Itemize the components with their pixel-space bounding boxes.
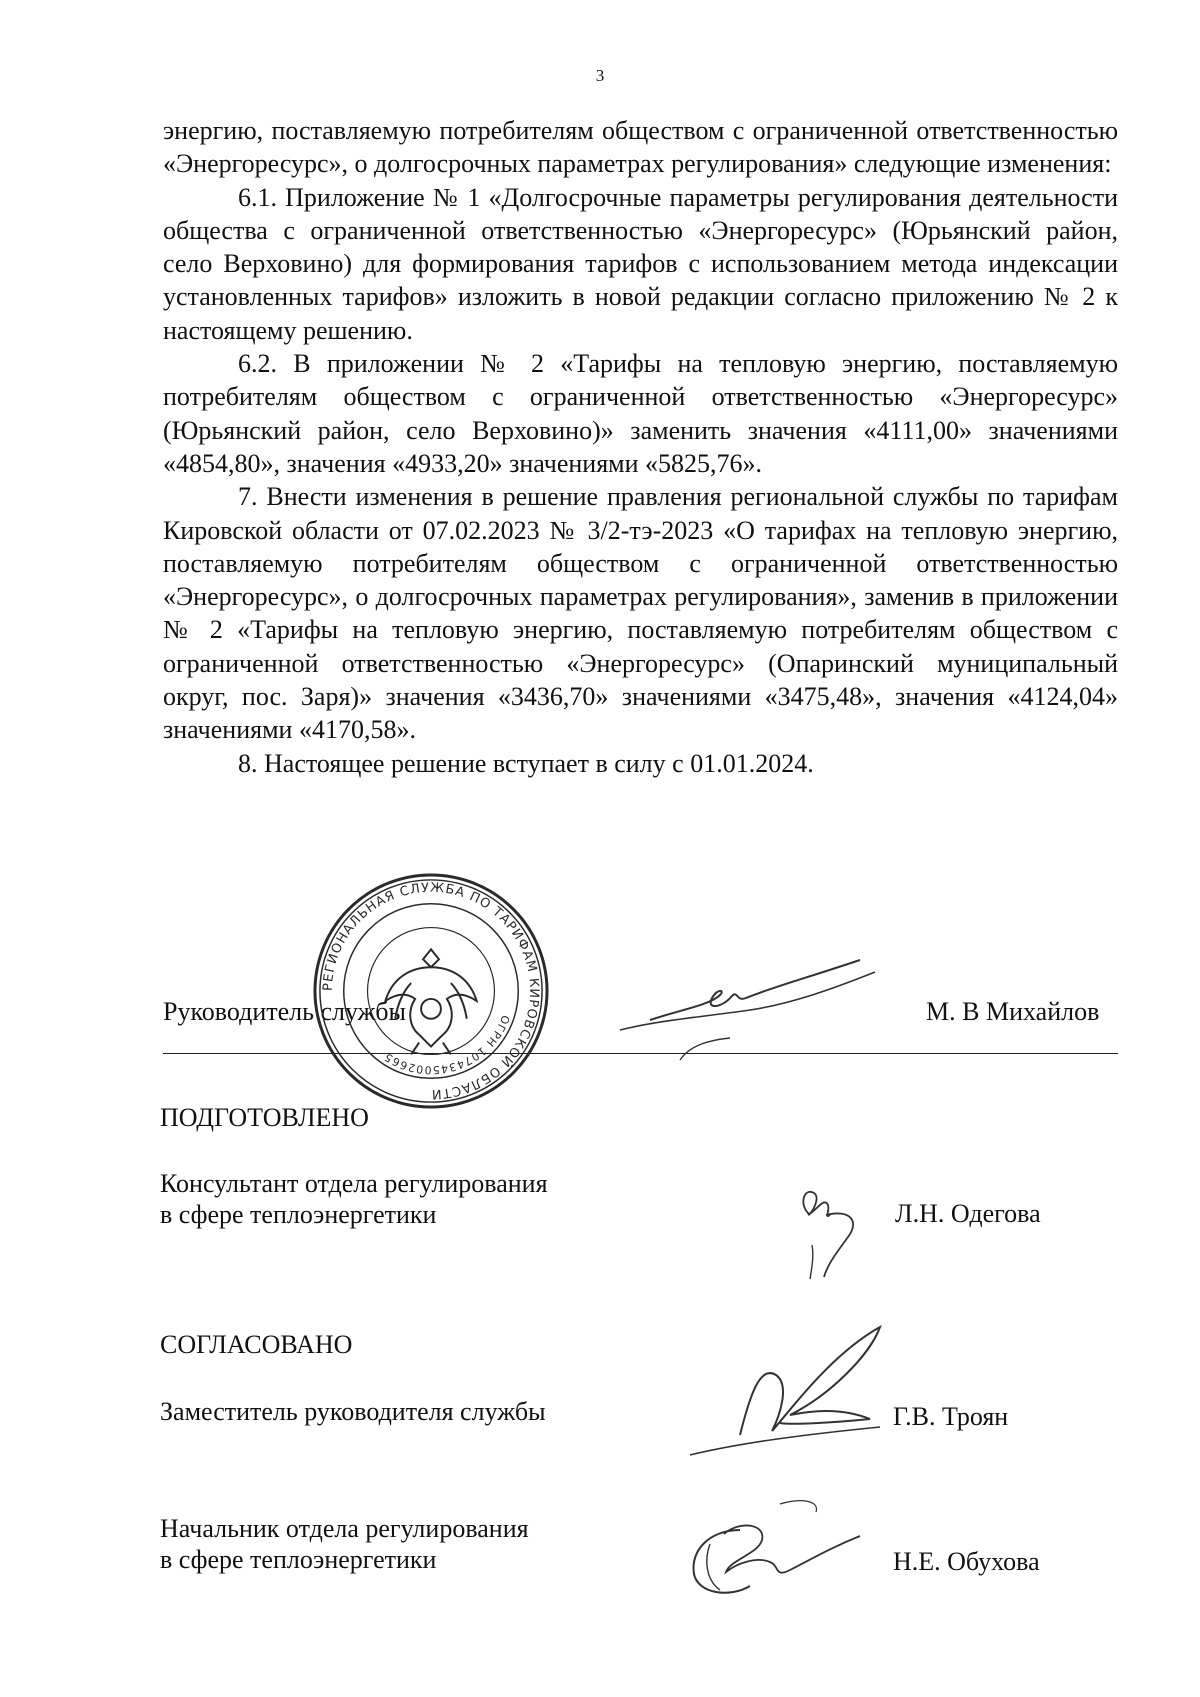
head-name: М. В Михайлов: [926, 997, 1100, 1026]
head-signature-icon: [600, 950, 880, 1080]
paragraph-8: 8. Настоящее решение вступает в силу с 01.01.2024.: [238, 748, 814, 778]
head-of-dept-position-line1: Начальник отдела регулирования: [160, 1514, 529, 1543]
head-position: Руководитель службы: [163, 997, 406, 1026]
paragraph-6-1: 6.1. Приложение № 1 «Долгосрочные параметры регулирования деятельности общества с ограниченной ответственностью «Энергоресурс» (Юрьянский район, село Верховино) для формирования тарифов с использованием метода индексации установленных тарифов» изложить в новой редакции согласно приложению № 2 к настоящему решению.: [163, 182, 1118, 345]
prepared-heading: ПОДГОТОВЛЕНО: [160, 1103, 369, 1132]
agreed-heading: СОГЛАСОВАНО: [160, 1330, 353, 1359]
head-of-dept-signature-icon: [670, 1490, 880, 1610]
svg-text:ОГРН 1074345002665: ОГРН 1074345002665: [381, 1013, 513, 1077]
prepared-name: Л.Н. Одегова: [895, 1199, 1041, 1228]
deputy-position: Заместитель руководителя службы: [160, 1397, 546, 1426]
deputy-signature-icon: [680, 1315, 910, 1465]
paragraph-6-2: 6.2. В приложении № 2 «Тарифы на тепловую энергию, поставляемую потребителям обществом с ограниченной ответственностью «Энергоресурс» (Юрьянский район, село Верховино)» заменить значения «4111,00» значениями «4854,80», значения «4933,20» значениями «5825,76».: [163, 349, 1118, 478]
head-of-dept-position-line2: в сфере теплоэнергетики: [160, 1545, 437, 1574]
prepared-position-line2: в сфере теплоэнергетики: [160, 1200, 437, 1229]
svg-text:РЕГИОНАЛЬНАЯ СЛУЖБА ПО ТАРИФАМ: РЕГИОНАЛЬНАЯ СЛУЖБА ПО ТАРИФАМ КИРОВСКОЙ ОБЛАСТИ: [320, 880, 542, 1102]
prepared-signature-icon: [790, 1175, 880, 1285]
official-seal-icon: [312, 872, 550, 1110]
page-number: 3: [595, 66, 605, 85]
deputy-name: Г.В. Троян: [893, 1402, 1009, 1431]
decision-body: [163, 114, 1118, 780]
prepared-position-line1: Консультант отдела регулирования: [160, 1169, 548, 1198]
paragraph-7: 7. Внести изменения в решение правления региональной службы по тарифам Кировской области от 07.02.2023 № 3/2-тэ-2023 «О тарифах на тепловую энергию, поставляемую потребителям обществом с ограниченной ответственностью «Энергоресурс», о долгосрочных параметрах регулирования», заменив в приложении № 2 «Тарифы на тепловую энергию, поставляемую потребителям обществом с ограниченной ответственностью «Энергоресурс» (Опаринский муниципальный округ, пос. Заря)» значения «3436,70» значениями «3475,48», значения «4124,04» значениями «4170,58».: [163, 482, 1118, 745]
head-of-dept-name: Н.Е. Обухова: [893, 1547, 1040, 1576]
paragraph-continuation: энергию, поставляемую потребителям обществом с ограниченной ответственностью «Энергоресурс», о долгосрочных параметрах регулирования» следующие изменения:: [163, 116, 1118, 179]
